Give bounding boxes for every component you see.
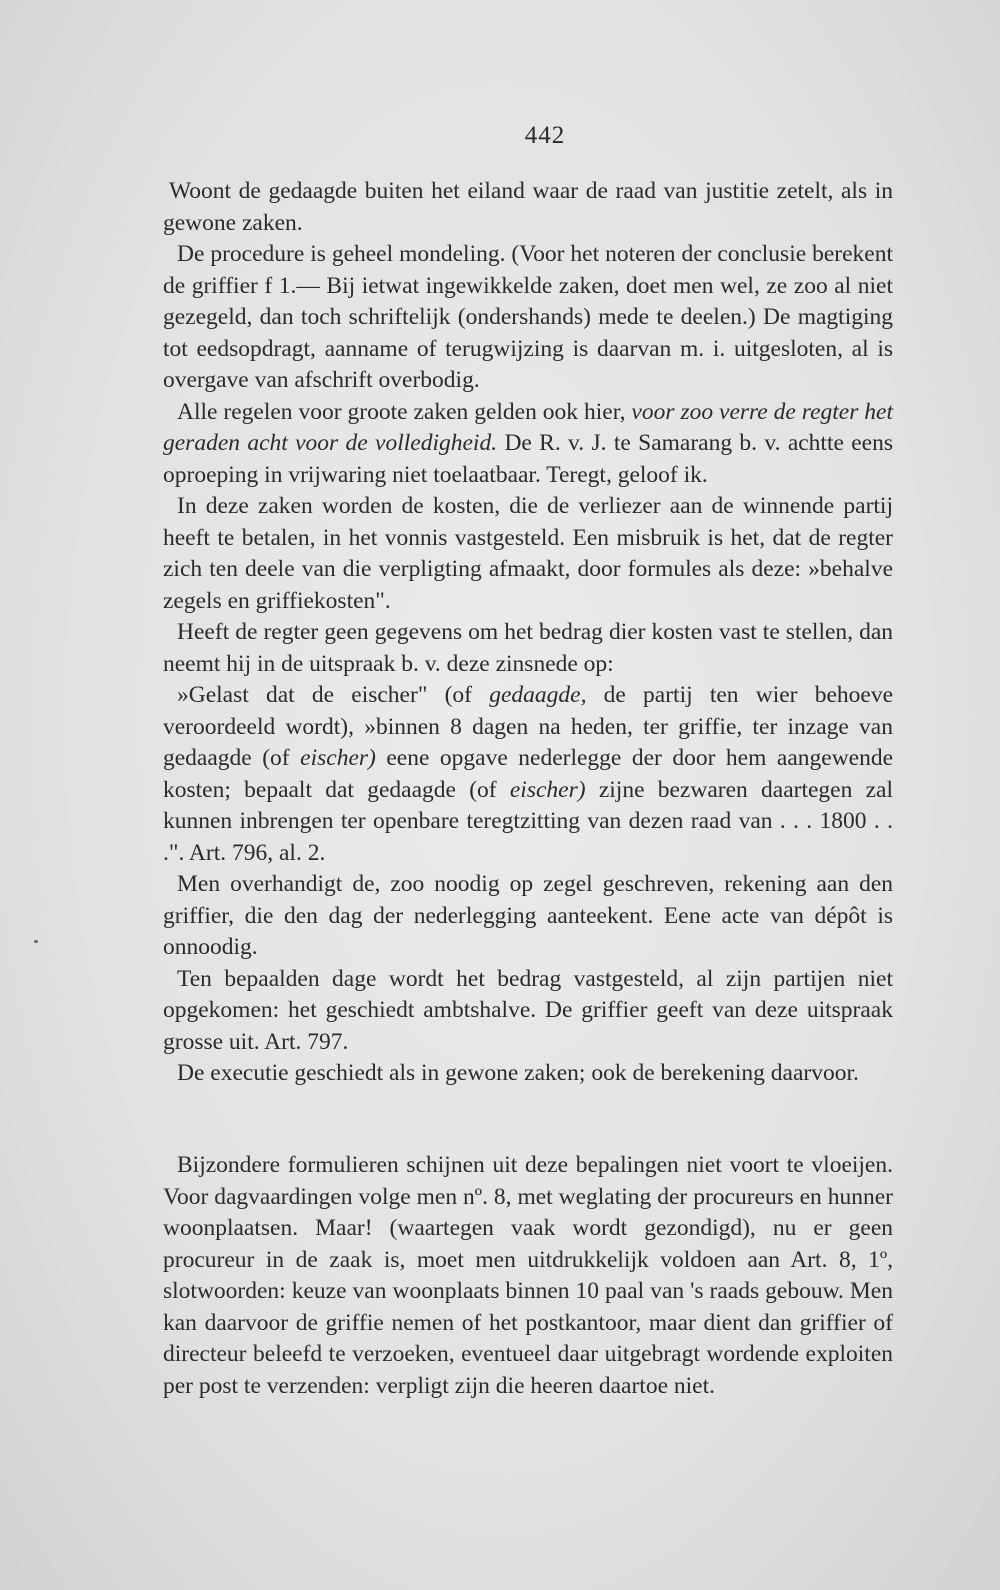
paragraph-6-text-c: de partij ten wier behoeve veroordeeld wordt), »binnen 8 dagen na heden, ter griffie, ter inzage van gedaagde (of: [163, 682, 894, 771]
paragraph-3-text-c: De R. v. J. te Samarang b. v. achtte eens oproeping in vrijwaring niet toelaatbaar. Teregt, geloof ik.: [163, 430, 894, 488]
paragraph-6-text-e: eene opgave nederlegge der door hem aangewende kosten; bepaalt dat gedaagde (of: [163, 745, 894, 803]
paragraph-6-italic-eischer-2: eischer): [509, 776, 586, 803]
paragraph-4: In deze zaken worden de kosten, die de verliezer aan de winnende partij heeft te betalen, in het vonnis vastgesteld. Een misbruik is het, dat de regter zich ten deele van die verpligting afmaakt, door formules als deze: »behalve zegels en griffiekosten".: [163, 493, 893, 614]
paragraph-6-text-a: »Gelast dat de eischer" (of: [177, 682, 473, 708]
lower-text-block: [163, 1150, 893, 1402]
paragraph-3-italic: voor zoo verre de regter het geraden acht voor de volledigheid.: [163, 398, 894, 456]
margin-speck: [34, 940, 38, 943]
paragraph-7: Men overhandigt de, zoo noodig op zegel geschreven, rekening aan den griffier, die den dag der nederlegging aanteekent. Eene acte van dépôt is onnoodig.: [163, 871, 893, 960]
paragraph-3-text-a: Alle regelen voor groote zaken gelden ook hier,: [177, 398, 626, 425]
paragraph-5: Heeft de regter geen gegevens om het bedrag dier kosten vast te stellen, dan neemt hij in de uitspraak b. v. deze zinsnede op:: [163, 619, 893, 677]
paragraph-2: De procedure is geheel mondeling. (Voor het noteren der conclusie berekent de griffier f 1.— Bij ietwat ingewikkelde zaken, doet men wel, ze zoo al niet gezegeld, dan toch schriftelijk (ondershands) mede te deelen.) De magtiging tot eedsopdragt, aanname of terugwijzing is daarvan m. i. uitgesloten, al is overgave van afschrift overbodig.: [163, 241, 893, 393]
paragraph-1: Woont de gedaagde buiten het eiland waar de raad van justitie zetelt, als in gewone zaken.: [163, 178, 893, 236]
page-number: 442: [524, 122, 566, 149]
paragraph-6-italic-eischer-1: eischer): [300, 745, 376, 771]
paragraph-9: De executie geschiedt als in gewone zaken; ook de berekening daarvoor.: [177, 1060, 859, 1086]
main-text-block: [163, 176, 893, 1090]
paragraph-10: Bijzondere formulieren schijnen uit deze bepalingen niet voort te vloeijen. Voor dagvaardingen volge men nº. 8, met weglating der procureurs en hunner woonplaatsen. Maar! (waartegen vaak wordt gezondigd), nu er geen procureur in de zaak is, moet men uitdrukkelijk voldoen aan Art. 8, 1º, slotwoorden: keuze van woonplaats binnen 10 paal van 's raads gebouw. Men kan daarvoor de griffie nemen of het postkantoor, maar dient dan griffier of directeur beleefd te verzoeken, eventueel daar uitgebragt wordende exploiten per post te verzenden: verpligt zijn die heeren daartoe niet.: [163, 1152, 893, 1399]
paragraph-6: [163, 680, 893, 869]
paragraph-6-italic-gedaagde: gedaagde,: [489, 682, 587, 708]
paragraph-8: Ten bepaalden dage wordt het bedrag vastgesteld, al zijn partijen niet opgekomen: het geschiedt ambtshalve. De griffier geeft van deze uitspraak grosse uit. Art. 797.: [163, 965, 893, 1055]
paragraph-3: [163, 397, 893, 492]
paragraph-6-text-g: zijne bezwaren daartegen zal kunnen inbrengen ter openbare teregtzitting van dezen raad van . . . 1800 . . .". Art. 796, al. 2.: [163, 776, 894, 866]
